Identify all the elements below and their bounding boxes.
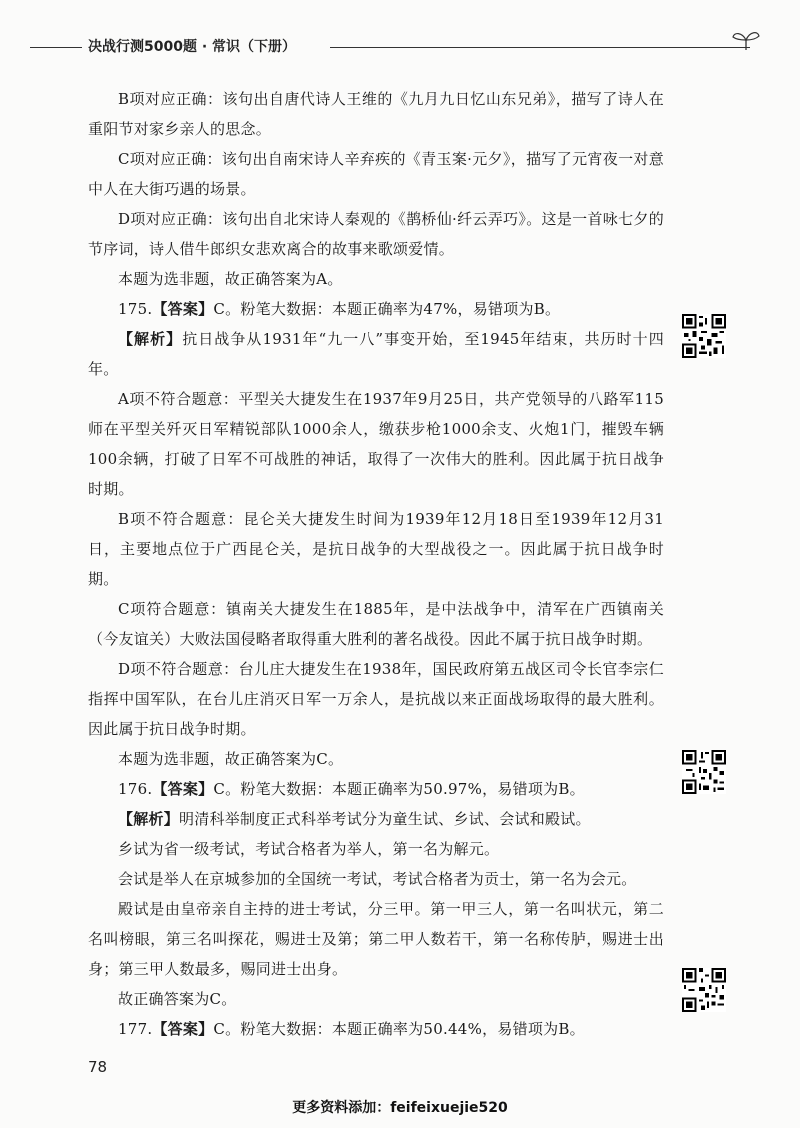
page-number: 78 [88,1058,108,1076]
footer-note: 更多资料添加：feifeixuejie520 [292,1100,508,1116]
q175-answer-text: C。粉笔大数据：本题正确率为47%，易错项为B。 [213,300,561,318]
q175-analysis [88,324,664,384]
book-title: 决战行测5000题 · 常识（下册） [88,39,297,55]
header-rule-right [330,47,750,48]
answer-content [88,84,664,1044]
q176-answer [88,774,664,804]
q175-conclusion: 本题为选非题，故正确答案为C。 [118,750,344,768]
q176-answer-text: C。粉笔大数据：本题正确率为50.97%，易错项为B。 [213,780,585,798]
sprout-icon [730,28,762,52]
q175-option-b: B项不符合题意：昆仑关大捷发生时间为1939年12月18日至1939年12月31日，主要地点位于广西昆仑关，是抗日战争的大型战役之一。因此属于抗日战争时期。 [88,510,664,588]
q177-answer [88,1014,664,1044]
q177-answer-text: C。粉笔大数据：本题正确率为50.44%，易错项为B。 [213,1020,585,1038]
qr-code-icon[interactable] [682,750,726,794]
q175-option-a: A项不符合题意：平型关大捷发生在1937年9月25日，共产党领导的八路军115师在平型关歼灭日军精锐部队1000余人，缴获步枪1000余支、火炮1门，摧毁车辆100余辆，打破了日军不可战胜的神话，取得了一次伟大的胜利。因此属于抗日战争时期。 [88,390,664,498]
q177-number: 177. [118,1020,153,1038]
q176-line-2: 会试是举人在京城参加的全国统一考试，考试合格者为贡士，第一名为会元。 [118,870,637,888]
option-d-explanation: D项对应正确：该句出自北宋诗人秦观的《鹊桥仙·纤云弄巧》。这是一首咏七夕的节序词，诗人借牛郎织女悲欢离合的故事来歌颂爱情。 [88,210,664,258]
q175-analysis-text: 抗日战争从1931年“九一八”事变开始，至1945年结束，共历时十四年。 [88,330,664,378]
q175-answer-tag: 【答案】 [152,300,214,318]
q175-answer [88,294,664,324]
option-b-explanation: B项对应正确：该句出自唐代诗人王维的《九月九日忆山东兄弟》，描写了诗人在重阳节对家乡亲人的思念。 [88,90,664,138]
q175-option-c: C项符合题意：镇南关大捷发生在1885年，是中法战争中，清军在广西镇南关（今友谊关）大败法国侵略者取得重大胜利的著名战役。因此不属于抗日战争时期。 [88,600,664,648]
q175-number: 175. [118,300,153,318]
q176-line-3: 殿试是由皇帝亲自主持的进士考试，分三甲。第一甲三人，第一名叫状元，第二名叫榜眼，第三名叫探花，赐进士及第；第二甲人数若干，第一名称传胪，赐进士出身；第三甲人数最多，赐同进士出身。 [88,900,664,978]
q176-number: 176. [118,780,153,798]
qr-code-icon[interactable] [682,314,726,358]
q176-conclusion: 故正确答案为C。 [118,990,237,1008]
q175-option-d: D项不符合题意：台儿庄大捷发生在1938年，国民政府第五战区司令长官李宗仁指挥中国军队，在台儿庄消灭日军一万余人，是抗战以来正面战场取得的最大胜利。因此属于抗日战争时期。 [88,660,664,738]
conclusion-174: 本题为选非题，故正确答案为A。 [118,270,343,288]
q176-analysis-tag: 【解析】 [118,810,180,828]
q177-answer-tag: 【答案】 [152,1020,214,1038]
q176-line-1: 乡试为省一级考试，考试合格者为举人，第一名为解元。 [118,840,500,858]
q175-analysis-tag: 【解析】 [118,330,183,348]
q176-answer-tag: 【答案】 [152,780,214,798]
page-header [30,32,770,58]
qr-code-icon[interactable] [682,968,726,1012]
q176-analysis [88,804,664,834]
header-rule-left [30,47,82,48]
option-c-explanation: C项对应正确：该句出自南宋诗人辛弃疾的《青玉案·元夕》，描写了元宵夜一对意中人在大街巧遇的场景。 [88,150,664,198]
q176-analysis-text: 明清科举制度正式科举考试分为童生试、乡试、会试和殿试。 [179,810,591,828]
